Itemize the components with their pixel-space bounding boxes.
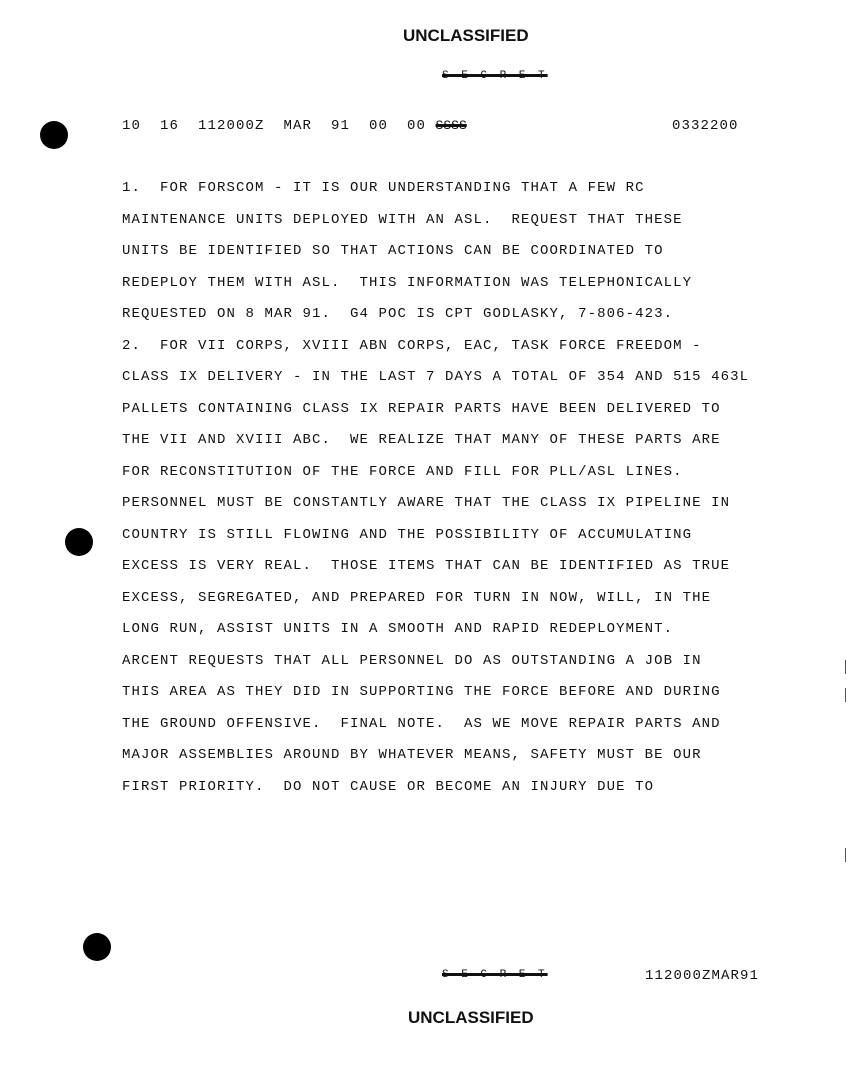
bottom-secret-mark: S E C R E T bbox=[442, 969, 548, 981]
body-line: REDEPLOY THEM WITH ASL. THIS INFORMATION WAS TELEPHONICALLY bbox=[122, 274, 693, 291]
body-line: FOR RECONSTITUTION OF THE FORCE AND FILL FOR PLL/ASL LINES. bbox=[122, 463, 683, 480]
message-body bbox=[122, 178, 749, 808]
body-line: ARCENT REQUESTS THAT ALL PERSONNEL DO AS OUTSTANDING A JOB IN bbox=[122, 652, 702, 669]
body-line: PALLETS CONTAINING CLASS IX REPAIR PARTS HAVE BEEN DELIVERED TO bbox=[122, 400, 721, 417]
top-classification: UNCLASSIFIED bbox=[403, 26, 529, 45]
top-secret-mark: S E C R E T bbox=[442, 70, 548, 82]
scan-mark bbox=[845, 688, 846, 702]
body-line: LONG RUN, ASSIST UNITS IN A SMOOTH AND RAPID REDEPLOYMENT. bbox=[122, 621, 674, 637]
body-line: CLASS IX DELIVERY - IN THE LAST 7 DAYS A TOTAL OF 354 AND 515 463L bbox=[122, 369, 750, 385]
body-line: THIS AREA AS THEY DID IN SUPPORTING THE FORCE BEFORE AND DURING bbox=[122, 684, 721, 700]
scan-mark bbox=[845, 660, 846, 674]
body-line: 1. FOR FORSCOM - IT IS OUR UNDERSTANDING THAT A FEW RC bbox=[122, 180, 645, 196]
scan-mark bbox=[845, 848, 846, 862]
dtg-text: 10 16 112000Z MAR 91 00 00 bbox=[122, 118, 436, 134]
footer-dtg: 112000ZMAR91 bbox=[645, 968, 760, 984]
body-line: THE VII AND XVIII ABC. WE REALIZE THAT MANY OF THESE PARTS ARE bbox=[122, 432, 721, 448]
body-line: MAINTENANCE UNITS DEPLOYED WITH AN ASL. REQUEST THAT THESE bbox=[122, 211, 683, 228]
body-line: PERSONNEL MUST BE CONSTANTLY AWARE THAT THE CLASS IX PIPELINE IN bbox=[122, 495, 731, 511]
body-line: 2. FOR VII CORPS, XVIII ABN CORPS, EAC, TASK FORCE FREEDOM - bbox=[122, 337, 702, 354]
body-line: COUNTRY IS STILL FLOWING AND THE POSSIBILITY OF ACCUMULATING bbox=[122, 526, 693, 543]
punch-hole-icon bbox=[40, 121, 68, 149]
bottom-classification: UNCLASSIFIED bbox=[408, 1008, 534, 1027]
body-line: THE GROUND OFFENSIVE. FINAL NOTE. AS WE MOVE REPAIR PARTS AND bbox=[122, 715, 721, 732]
punch-hole-icon bbox=[83, 933, 111, 961]
punch-hole-icon bbox=[65, 528, 93, 556]
dtg-struck: SSSS bbox=[435, 118, 467, 133]
message-number: 0332200 bbox=[672, 118, 739, 134]
body-line: FIRST PRIORITY. DO NOT CAUSE OR BECOME AN INJURY DUE TO bbox=[122, 778, 655, 795]
dtg-line bbox=[122, 118, 467, 134]
body-line: EXCESS, SEGREGATED, AND PREPARED FOR TURN IN NOW, WILL, IN THE bbox=[122, 589, 712, 606]
body-line: MAJOR ASSEMBLIES AROUND BY WHATEVER MEANS, SAFETY MUST BE OUR bbox=[122, 747, 702, 763]
body-line: REQUESTED ON 8 MAR 91. G4 POC IS CPT GODLASKY, 7-806-423. bbox=[122, 306, 674, 322]
body-line: EXCESS IS VERY REAL. THOSE ITEMS THAT CAN BE IDENTIFIED AS TRUE bbox=[122, 558, 731, 574]
body-line: UNITS BE IDENTIFIED SO THAT ACTIONS CAN BE COORDINATED TO bbox=[122, 243, 664, 259]
